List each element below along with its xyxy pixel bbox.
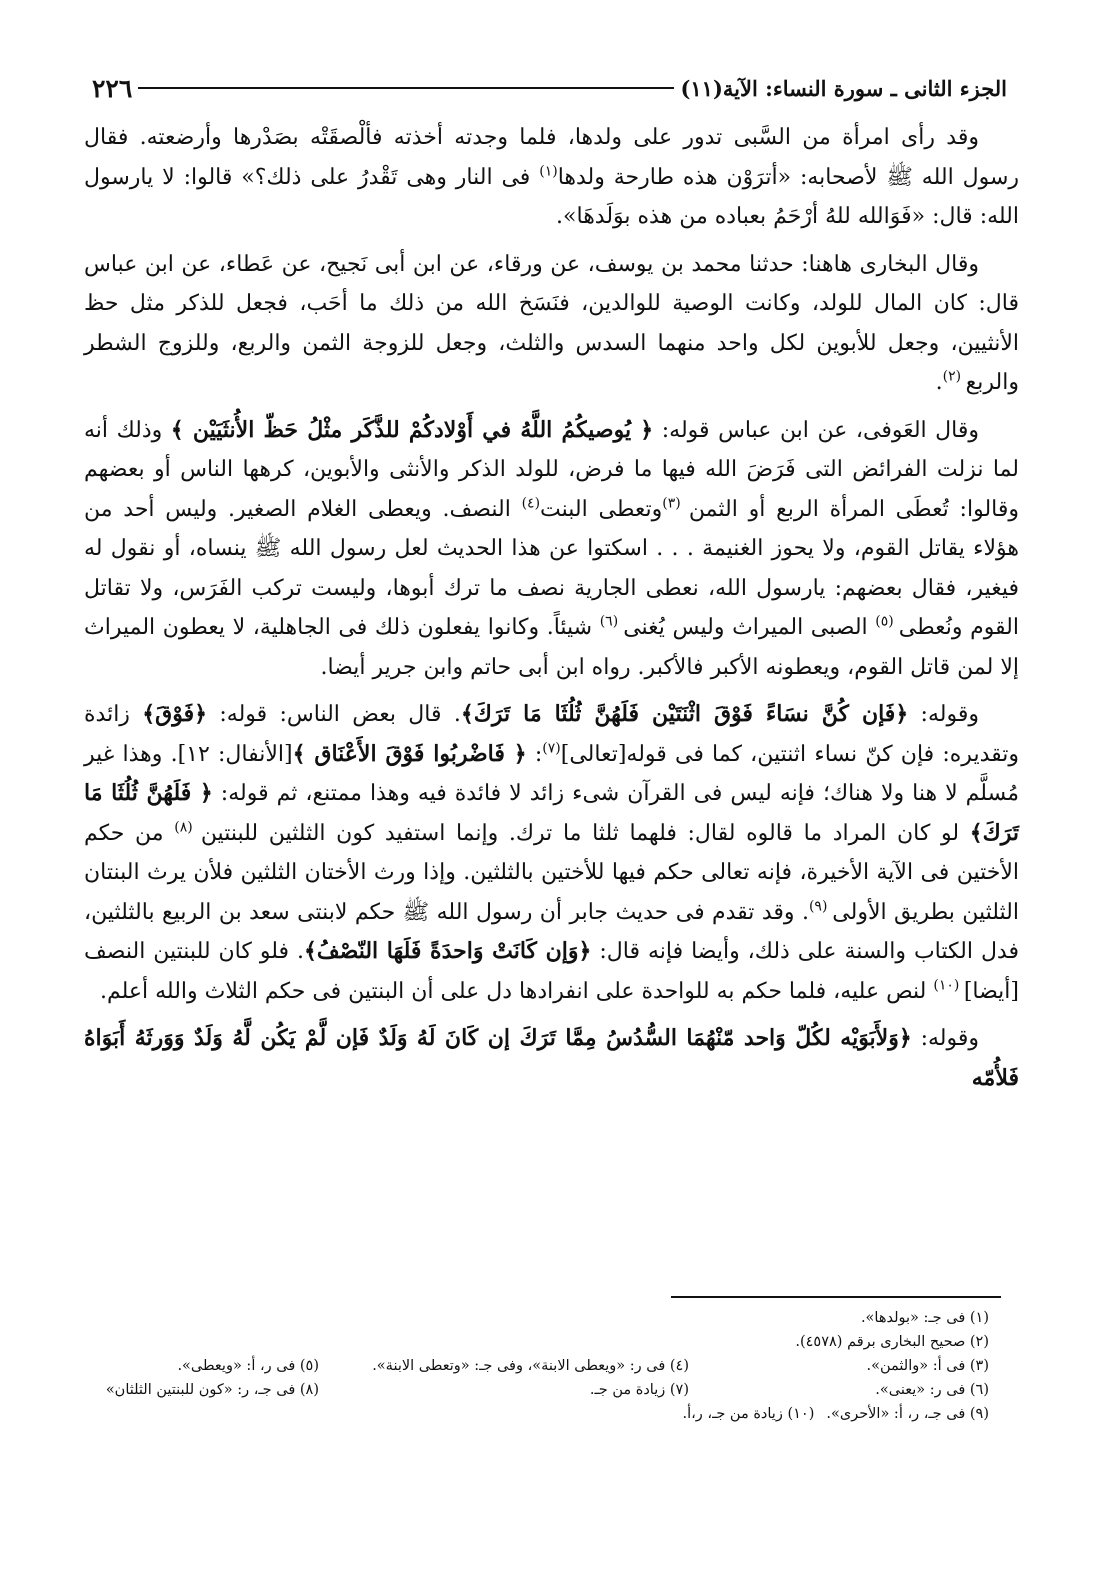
footnote-rule	[671, 1296, 1001, 1298]
footnote-ref-4: (٤)	[521, 495, 541, 512]
text-run: . فلو كان للبنتين النصف [أيضا]	[84, 939, 1019, 1004]
text-run: وقال البخارى هاهنا: حدثنا محمد بن يوسف، عن ورقاء، عن ابن أبى نَجيح، عن عَطاء، عن ابن عباس قال: كان المال للولد، وكانت الوصية للوالدين، فنَسَخ الله من ذلك ما أحَب، فجعل للذكر مثل حظ الأنثيين، وجعل للأبوين لكل واحد منهما السدس والثلث، وجعل للزوجة الثمن والربع، وللزوج الشطر والربع	[84, 251, 1019, 395]
footnote-line	[84, 1402, 989, 1426]
running-header	[82, 68, 1017, 108]
text-run: الصبى الميراث وليس يُغنى	[623, 615, 876, 640]
footnote-2: (٢) صحيح البخارى برقم (٤٥٧٨).	[795, 1334, 989, 1350]
footnote-line	[84, 1330, 989, 1354]
text-run: من حكم الأختين فى الآية الأخيرة، فإنه تعالى حكم فيها للأختين بالثلثين. وإذا ورث الأختان الثلثين فلأن يرث البنتان الثلثين بطريق الأولى	[84, 820, 1019, 925]
text-run: [الأنفال: ١٢]. وهذا غير مُسلَّم لا هنا ولا هناك؛ فإنه ليس فى القرآن شىء زائد لا فائدة فيه وهذا ممتنع، ثم قوله:	[84, 741, 1019, 806]
footnotes	[84, 1306, 989, 1426]
footnote-line	[84, 1306, 989, 1330]
text-run: زائدة وتقديره: فإن كنّ نساء اثنتين، كما فى قوله[تعالى]	[84, 702, 1019, 767]
quran-verse: ﴿ فَاضْربُوا فَوْقَ الأَعْنَاق ﴾	[292, 740, 527, 767]
text-run: وقال العَوفى، عن ابن عباس قوله:	[653, 417, 980, 443]
text-run: :	[526, 741, 543, 767]
quran-verse: ﴿ يُوصيكُمُ اللَّهُ في أَوْلادكُمْ للذَّكَر مثْلُ حَظّ الأُنثَيَيْن ﴾	[170, 416, 654, 443]
footnote-10: (١٠) زيادة من جـ، ر،أ.	[682, 1406, 815, 1422]
header-rule	[138, 87, 674, 89]
text-run: شيئاً. وكانوا يفعلون ذلك فى الجاهلية، لا يعطون الميراث إلا لمن قاتل القوم، ويعطونه الأكبر فالأكبر. رواه ابن أبى حاتم وابن جرير أيضا.	[84, 615, 1019, 680]
paragraph-5	[84, 1019, 1019, 1098]
text-run: وقد رأى امرأة من السَّبى تدور على ولدها، فلما وجدته أخذته فألْصقَتْه بصَدْرها وأرضعته. فقال رسول الله ﷺ لأصحابه: «أترَوْن هذه طارحة ولدها	[84, 125, 1020, 190]
page-number: ٢٢٦	[92, 73, 133, 103]
footnote-8: (٨) فى جـ، ر: «كون للبنتين الثلثان»	[105, 1382, 319, 1398]
paragraph-3	[84, 411, 1019, 688]
footnote-ref-8: (٨)	[174, 819, 201, 836]
footnote-ref-5: (٥)	[875, 613, 899, 630]
footnote-ref-7: (٧)	[542, 740, 561, 757]
footnote-5: (٥) فى ر، أ: «ويعطى».	[177, 1358, 319, 1374]
footnote-6: (٦) فى ر: «يعنى».	[875, 1382, 989, 1398]
footnote-ref-1: (١)	[539, 163, 558, 180]
quran-verse: ﴿ فَلَهُنَّ ثُلُثَا مَا تَرَكَ﴾	[84, 780, 1019, 846]
text-run: فى النار وهى تَقْدرُ على ذلك؟» قالوا: لا يارسول الله: قال: «فَوَالله للهُ أرْحَمُ بعباده من هذه بوَلَدهَا».	[84, 164, 1019, 229]
text-run: . قال بعض الناس: قوله:	[207, 702, 461, 727]
footnote-ref-3: (٣)	[662, 495, 689, 512]
text-run: . وقد تقدم فى حديث جابر أن رسول الله ﷺ حكم لابنتى سعد بن الربيع بالثلثين، فدل الكتاب والسنة على ذلك، وأيضا فإنه قال:	[84, 899, 1019, 964]
text-run: وذلك أنه لما نزلت الفرائض التى فَرَضَ الله فيها ما فرض، للولد الذكر والأنثى والأبوين، كرهها الناس أو بعضهم وقالوا: تُعطَى المرأة الربع أو الثمن	[84, 417, 1019, 522]
text-run: وقوله:	[908, 702, 979, 727]
text-run: وقوله:	[911, 1026, 979, 1051]
footnote-ref-6: (٦)	[599, 613, 624, 630]
footnote-line	[84, 1378, 989, 1402]
footnote-ref-9: (٩)	[808, 898, 833, 915]
footnote-ref-2: (٢)	[942, 368, 966, 385]
footnote-line	[84, 1354, 989, 1378]
text-run: لنص عليه، فلما حكم به للواحدة على انفرادها دل على أن البنتين فى حكم الثلاث والله أعلم.	[99, 978, 934, 1004]
footnote-9: (٩) فى جـ، ر، أ: «الأحرى».	[826, 1406, 989, 1422]
paragraph-2	[84, 245, 1019, 403]
main-text	[84, 118, 1019, 1106]
text-run: لو كان المراد ما قالوه لقال: فلهما ثلثا ما ترك. وإنما استفيد كون الثلثين للبنتين	[200, 820, 970, 846]
footnote-1: (١) فى جـ: «بولدها».	[860, 1310, 989, 1326]
text-run: .	[935, 370, 943, 395]
footnote-ref-10: (١٠)	[933, 977, 964, 994]
paragraph-1	[84, 118, 1019, 237]
quran-verse: ﴿وَلأَبَوَيْه لكُلّ وَاحد مّنْهُمَا السُّدُسُ مِمَّا تَرَكَ إن كَانَ لَهُ وَلَدٌ فَإن لَّمْ يَكُن لَّهُ وَلَدٌ وَوَرثَهُ أَبَوَاهُ فَلأُمّه	[84, 1025, 1019, 1091]
running-title: الجزء الثانى ـ سورة النساء: الآية(١١)	[680, 75, 1007, 101]
text-run: وتعطى البنت	[540, 496, 663, 522]
footnote-4: (٤) فى ر: «ويعطى الابنة»، وفى جـ: «وتعطى الابنة».	[372, 1358, 689, 1374]
quran-verse: ﴿وَإن كَانَتْ وَاحدَةً فَلَهَا النّصْفُ﴾	[303, 938, 592, 964]
quran-verse: ﴿فَإن كُنَّ نسَاءً فَوْقَ اثْنَتَيْن فَلَهُنَّ ثُلُثَا مَا تَرَكَ﴾	[460, 701, 909, 727]
footnote-3: (٣) فى أ: «والثمن».	[866, 1358, 989, 1374]
text-run: النصف. ويعطى الغلام الصغير. وليس أحد من هؤلاء يقاتل القوم، ولا يحوز الغنيمة . . . اسكتوا عن هذا الحديث لعل رسول الله ﷺ ينساه، أو نقول له فيغير، فقال بعضهم: يارسول الله، نعطى الجارية نصف ما ترك أبوها، وليست تركب الفَرَس، ولا تقاتل القوم ونُعطى	[84, 496, 1020, 640]
footnote-7: (٧) زيادة من جـ.	[589, 1382, 689, 1398]
paragraph-4	[84, 695, 1019, 1011]
quran-verse: ﴿فَوْقَ﴾	[142, 701, 208, 727]
